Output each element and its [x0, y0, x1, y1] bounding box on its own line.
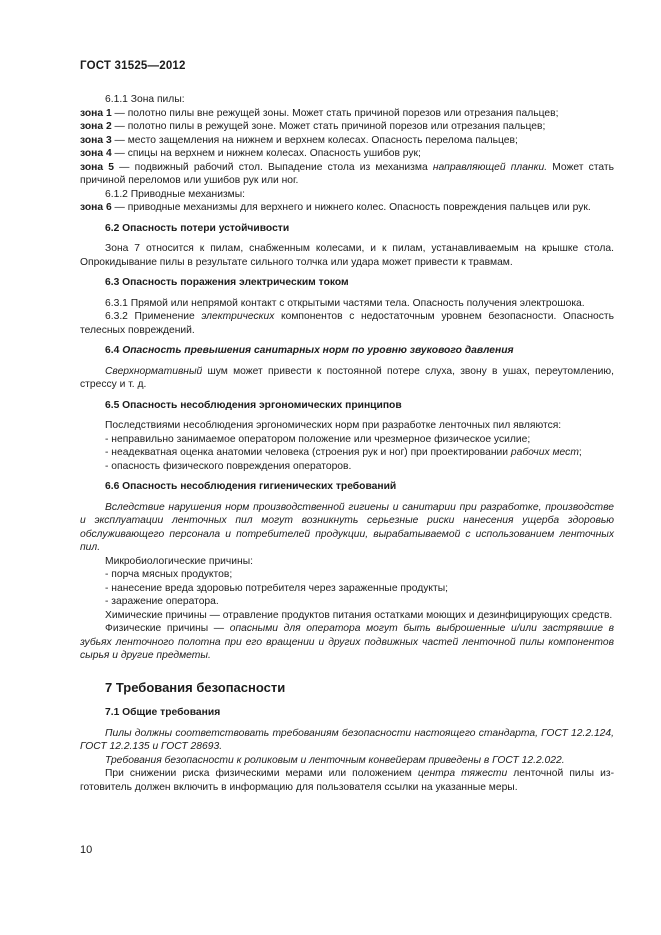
micro-causes-title: Микробиологические причины:: [105, 555, 253, 567]
section-6-6-heading: 6.6 Опасность несоблюдения гигиенических требований: [105, 481, 397, 492]
section-7-1-p3-end: ленточной пилы изготовитель должен включить в информацию для пользователя ссылки на указанные меры.: [80, 768, 614, 793]
section-7-1-heading: 7.1 Общие требования: [105, 707, 221, 718]
physical-causes: [80, 622, 614, 663]
section-6-2-text: Зона 7 относится к пилам, снабженным колесами, и к пилам, устанавливаемым на крышке стола. Опрокидывание пилы в результате сильного толчка или удара может привести к травмам.: [80, 243, 614, 268]
section-7-heading: 7 Требования безопасности: [105, 679, 286, 695]
section-6-6-intro: [80, 501, 614, 555]
physical-causes-italic: опасными для оператора могут быть выброшенные и/или застрявшие в зубьях ленточного полотна при его вращении и других подвижных частей ленточной пилы компонентов сырья и другие предметы.: [80, 623, 615, 661]
zone-6: [80, 201, 614, 215]
zone-3: [80, 134, 614, 148]
section-7-1-p1-italic: Пилы должны соответствовать требованиям безопасности настоящего стандарта, ГОСТ 12.2.124, ГОСТ 12.2.135 и ГОСТ 28693.: [80, 727, 614, 752]
zone-3-label: зона 3: [80, 134, 112, 146]
section-7-1-p3-italic: центра тяжести: [417, 768, 508, 779]
section-6-4-title: Опасность превышения санитарных норм по уровню звукового давления: [122, 345, 514, 356]
zone-6-text: — приводные механизмы для верхнего и нижнего колес. Опасность повреждения пальцев или рук.: [111, 202, 591, 213]
physical-causes-start: Физические причины —: [105, 623, 230, 634]
section-6-3-2-italic: электрических: [201, 311, 275, 322]
list-item: - опасность физического повреждения операторов.: [80, 460, 614, 474]
zone-4: [80, 147, 614, 161]
section-6-4-italic: Сверхнормативный: [105, 365, 203, 377]
list-item: - неправильно занимаемое оператором положение или чрезмерное физическое усилие;: [80, 433, 614, 447]
section-7-1-p3: [80, 767, 614, 794]
section-7-1-p2: [80, 754, 614, 768]
section-6-1-2-title: 6.1.2 Приводные механизмы:: [105, 188, 246, 200]
section-6-6-intro-italic: Вследствие нарушения норм производственной гигиены и санитарии при разработке, производстве и эксплуатации ленточных пил могут возникнуть серьезные риски нанесения ущерба здоровью обслуживающего персонала и потребителей продукции, вырабатываемой с использованием ленточных пил.: [80, 501, 614, 553]
list-item: - нанесение вреда здоровью потребителя через зараженные продукты;: [80, 582, 614, 596]
section-6-2-heading: 6.2 Опасность потери устойчивости: [105, 222, 290, 234]
section-6-3-2-end: компонентов с недостаточным уровнем безопасности. Опасность телесных повреждений.: [80, 311, 614, 336]
list-item-italic: рабочих мест: [510, 447, 579, 458]
section-6-4-number: 6.4: [105, 345, 123, 356]
section-6-1-1-title: 6.1.1 Зона пилы:: [105, 94, 185, 105]
section-7-1-p1: [80, 727, 614, 754]
zone-1: [80, 107, 614, 121]
zone-5: [80, 161, 614, 188]
zone-5-text-end: Может стать причиной переломов или ушибов рук или ног.: [80, 161, 615, 186]
list-item: - заражение оператора.: [80, 595, 614, 609]
section-6-4-heading: [80, 344, 614, 358]
section-7-1-p2-italic: Требования безопасности к роликовым и ленточным конвейерам приведены в ГОСТ 12.2.022.: [105, 754, 565, 766]
section-6-5-intro: Последствиями несоблюдения эргономических норм при разработке ленточных пил являются:: [105, 420, 562, 431]
chemical-causes: Химические причины — отравление продуктов питания остатками моющих и дезинфицирующих средств.: [105, 609, 613, 621]
zone-4-label: зона 4: [80, 148, 112, 159]
page-number: 10: [80, 844, 93, 856]
section-7-1-p3-start: При снижении риска физическими мерами или положением: [105, 768, 418, 779]
section-6-4-rest: шум может привести к постоянной потере слуха, звону в ушах, переутомлению, стрессу и т. д.: [80, 365, 614, 390]
zone-2: [80, 120, 614, 134]
section-6-4-text: [80, 365, 614, 392]
section-6-3-heading: 6.3 Опасность поражения электрическим током: [105, 277, 349, 288]
zone-4-text: — спицы на верхнем и нижнем колесах. Опасность ушибов рук;: [111, 148, 421, 159]
zone-3-text: — место защемления на нижнем и верхнем колесах. Опасность перелома пальцев;: [111, 134, 518, 146]
section-6-3-2: [80, 310, 614, 337]
list-item: - порча мясных продуктов;: [80, 568, 614, 582]
zone-1-text: — полотно пилы вне режущей зоны. Может стать причиной порезов или отрезания пальцев;: [111, 107, 559, 119]
section-6-5-heading: 6.5 Опасность несоблюдения эргономических принципов: [105, 399, 402, 411]
zone-5-italic: направляющей планки.: [432, 161, 548, 173]
section-6-3-2-start: 6.3.2 Применение: [105, 311, 202, 322]
zone-5-text: — подвижный рабочий стол. Выпадение стола из механизма: [114, 161, 433, 173]
zone-6-label: зона 6: [80, 202, 112, 213]
document-code: ГОСТ 31525—2012: [80, 60, 186, 72]
section-6-3-1: 6.3.1 Прямой или непрямой контакт с открытыми частями тела. Опасность получения электрошока.: [105, 297, 585, 309]
page-content: [80, 93, 614, 794]
zone-1-label: зона 1: [80, 107, 112, 119]
list-item-end: ;: [578, 447, 582, 458]
zone-5-label: зона 5: [80, 161, 114, 173]
zone-2-text: — полотно пилы в режущей зоне. Может стать причиной порезов или отрезания пальцев;: [111, 121, 546, 132]
zone-2-label: зона 2: [80, 121, 112, 132]
list-item-text: неадекватная оценка анатомии человека (строения рук и ног) при проектировании: [111, 447, 511, 458]
list-item: [80, 446, 614, 460]
